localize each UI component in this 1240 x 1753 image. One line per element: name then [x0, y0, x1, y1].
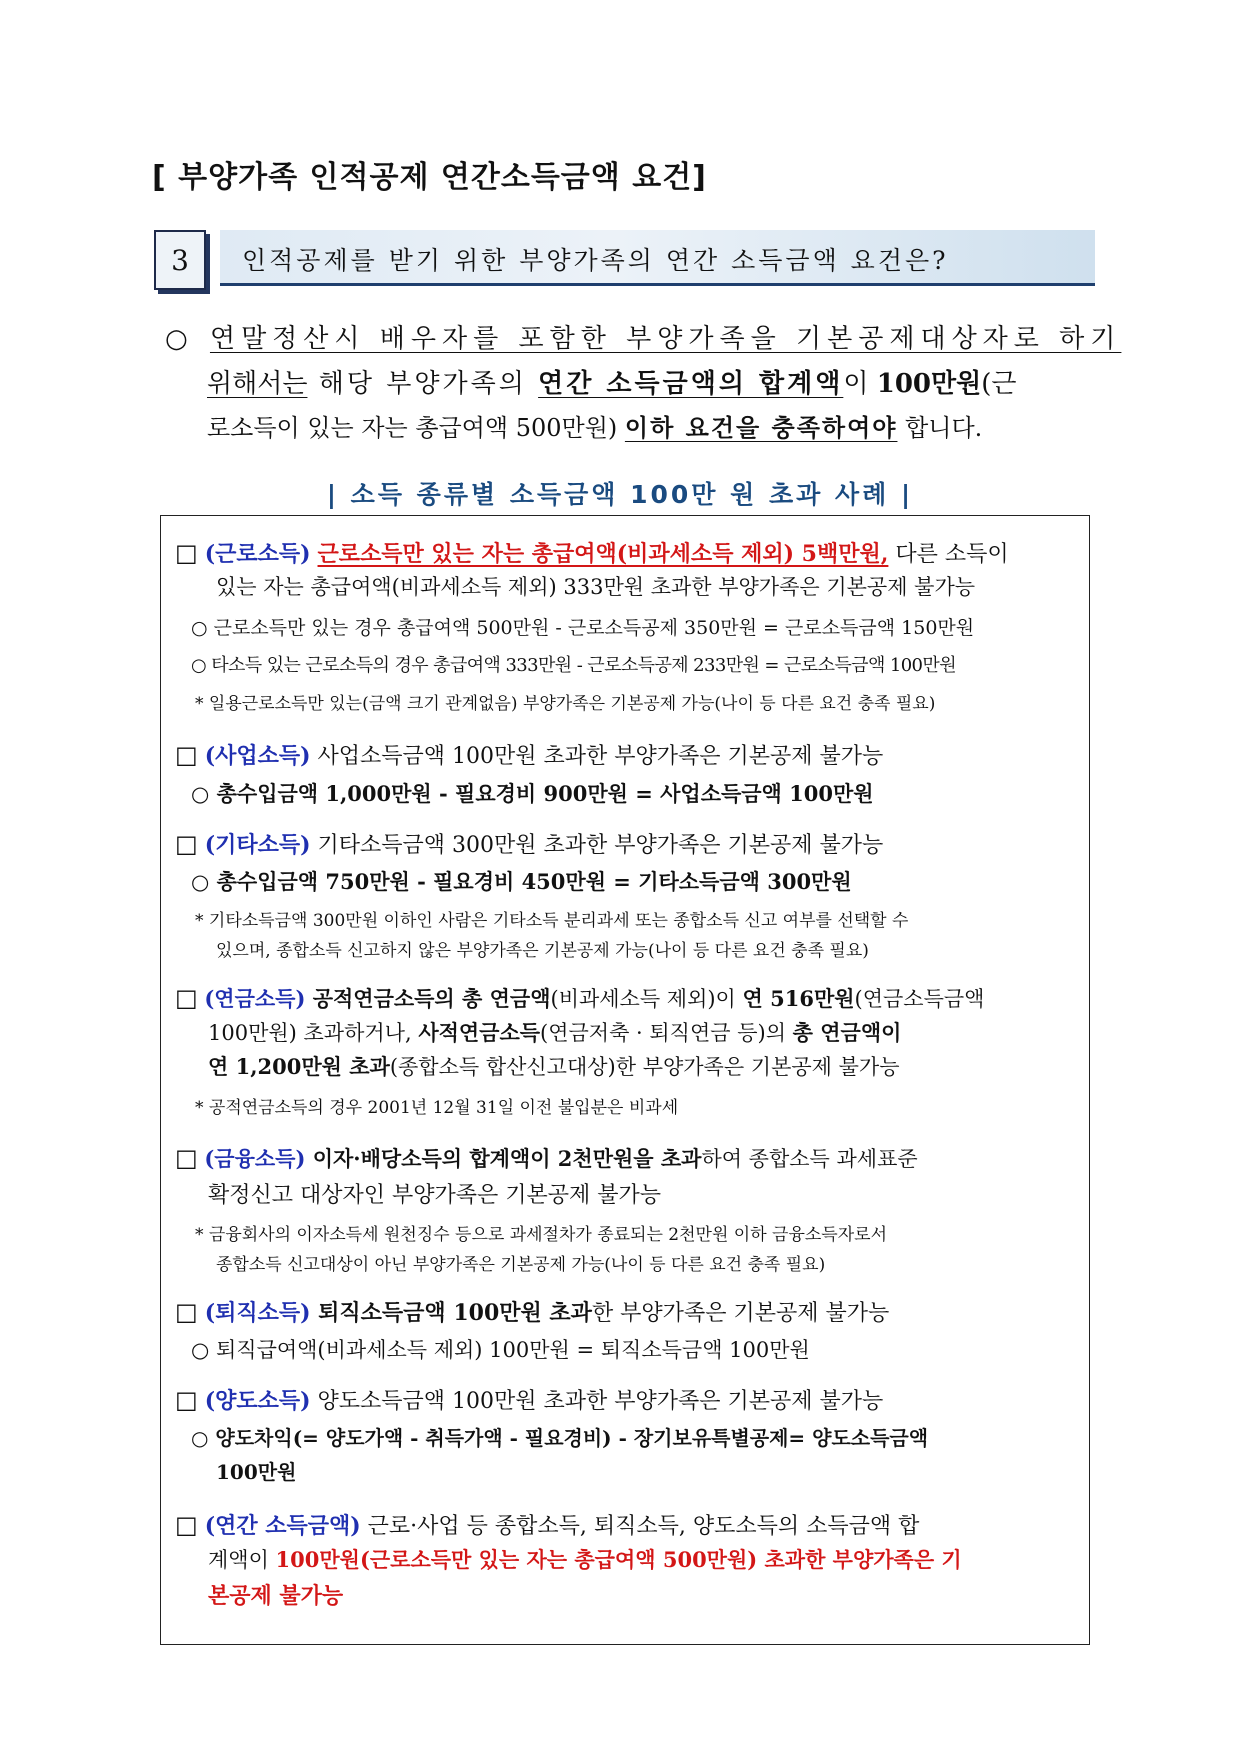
s1-line-2: 있는 자는 총급여액(비과세소득 제외) 333만원 초과한 부양가족은 기본공제 불가능 [216, 575, 976, 599]
s5-note-2: 종합소득 신고대상이 아닌 부양가족은 기본공제 가능(나이 등 다른 요건 충족 필요) [216, 1255, 826, 1275]
s6-bullet-1: ○ 퇴직급여액(비과세소득 제외) 100만원 = 퇴직소득금액 100만원 [191, 1338, 810, 1362]
checkbox-icon: □ [175, 741, 198, 769]
s3-note-2: 있으며, 종합소득 신고하지 않은 부양가족은 기본공제 가능(나이 등 다른 요건 충족 필요) [216, 941, 869, 961]
s4-text-2a: 100만원) 초과하거나, [208, 1021, 419, 1045]
s7-bullet-1: ○ 양도차익(= 양도가액 - 취득가액 - 필요경비) - 장기보유특별공제= 양도소득금액 [191, 1426, 929, 1450]
s5-note-1: * 금융회사의 이자소득세 원천징수 등으로 과세절차가 종료되는 2천만원 이하 금융소득자로서 [195, 1225, 887, 1245]
s1-line-1 [175, 537, 1009, 568]
s4-text-3b: (종합소득 합산신고대상)한 부양가족은 기본공제 불가능 [389, 1055, 900, 1079]
checkbox-icon: □ [175, 984, 198, 1012]
checkbox-icon: □ [175, 1386, 198, 1414]
checkbox-icon: □ [175, 1144, 198, 1172]
s1-red: 근로소득만 있는 자는 총급여액(비과세소득 제외) 5백만원, [317, 541, 889, 567]
s3-line-1 [175, 828, 883, 859]
s2-text: 사업소득금액 100만원 초과한 부양가족은 기본공제 불가능 [310, 744, 884, 769]
s1-note-1: * 일용근로소득만 있는(금액 크기 관계없음) 부양가족은 기본공제 가능(나이 등 다른 요건 충족 필요) [195, 694, 936, 714]
s6-line-1 [175, 1296, 889, 1327]
s4-text-3a: 연 1,200만원 초과 [208, 1054, 390, 1079]
s4-text-1d: (연금소득금액 [854, 987, 985, 1011]
page-title: [ 부양가족 인적공제 연간소득금액 요건] [152, 160, 707, 195]
intro-text-3b: 이하 요건을 충족하여야 [624, 413, 898, 442]
s4-text-1a: 공적연금소득의 총 연금액 [305, 986, 551, 1011]
s7-line-1 [175, 1384, 883, 1415]
intro-text-3c: 합니다. [897, 414, 983, 442]
s7-tag: (양도소득) [204, 1388, 311, 1414]
s5-line-2: 확정신고 대상자인 부양가족은 기본공제 불가능 [208, 1183, 662, 1208]
s2-tag: (사업소득) [204, 743, 311, 769]
s6-tag: (퇴직소득) [204, 1300, 311, 1326]
s3-text: 기타소득금액 300만원 초과한 부양가족은 기본공제 불가능 [310, 833, 884, 858]
s1-rest: 다른 소득이 [888, 542, 1009, 567]
s4-line-2 [208, 1017, 901, 1047]
s2-line-1 [175, 739, 883, 770]
intro-text-2f: (근 [981, 369, 1017, 399]
s4-tag: (연금소득) [204, 986, 306, 1011]
s5-tag: (금융소득) [204, 1146, 306, 1171]
s3-note-1: * 기타소득금액 300만원 이하인 사람은 기타소득 분리과세 또는 종합소득 신고 여부를 선택할 수 [195, 911, 909, 931]
section-subtitle: | 소득 종류별 소득금액 100만 원 초과 사례 | [326, 480, 914, 509]
s8-line-2 [208, 1544, 962, 1574]
checkbox-icon: □ [175, 1511, 198, 1539]
s1-bullet-1: ○ 근로소득만 있는 경우 총급여액 500만원 - 근로소득공제 350만원 = 근로소득금액 150만원 [191, 617, 975, 639]
intro-text-1: 연말정산시 배우자를 포함한 부양가족을 기본공제대상자로 하기 [209, 324, 1122, 354]
s7-text: 양도소득금액 100만원 초과한 부양가족은 기본공제 불가능 [310, 1389, 884, 1414]
intro-text-2c: 연간 소득금액의 합계액 [538, 369, 844, 399]
intro-text-2d: 이 [843, 369, 877, 399]
intro-text-2a: 위해서는 [207, 369, 308, 399]
s6-text-1b: 한 부양가족은 기본공제 불가능 [591, 1301, 890, 1326]
s8-text-1: 근로·사업 등 종합소득, 퇴직소득, 양도소득의 소득금액 합 [360, 1514, 920, 1539]
intro-bullet: ○ [165, 324, 188, 354]
intro-line-1 [165, 318, 1121, 355]
s8-tag: (연간 소득금액) [204, 1513, 361, 1539]
s4-text-1b: (비과세소득 제외)이 [550, 987, 743, 1011]
intro-line-3 [207, 408, 982, 443]
question-number-box [154, 230, 206, 290]
s1-bullet-2: ○ 타소득 있는 근로소득의 경우 총급여액 333만원 - 근로소득공제 233만원 = 근로소득금액 100만원 [191, 655, 956, 676]
checkbox-icon: □ [175, 830, 198, 858]
s3-tag: (기타소득) [204, 832, 311, 858]
s2-bullet-1: ○ 총수입금액 1,000만원 - 필요경비 900만원 = 사업소득금액 100만원 [191, 781, 874, 806]
checkbox-icon: □ [175, 539, 198, 567]
s4-text-2c: (연금저축 · 퇴직연금 등)의 [540, 1021, 793, 1045]
s6-text-1a: 퇴직소득금액 100만원 초과 [310, 1300, 592, 1326]
intro-line-2 [207, 363, 1017, 400]
s8-line-3: 본공제 불가능 [208, 1583, 344, 1609]
s3-bullet-1: ○ 총수입금액 750만원 - 필요경비 450만원 = 기타소득금액 300만원 [191, 869, 852, 894]
cases-box [160, 515, 1090, 1645]
s8-text-2b: 100만원(근로소득만 있는 자는 총급여액 500만원) 초과한 부양가족은 기 [275, 1547, 962, 1572]
s4-text-1c: 연 516만원 [742, 986, 855, 1011]
s8-line-1 [175, 1509, 919, 1540]
question-number: 3 [171, 243, 189, 277]
s4-note-1: * 공적연금소득의 경우 2001년 12월 31일 이전 불입분은 비과세 [195, 1098, 679, 1118]
intro-text-2e: 100만원 [876, 369, 982, 399]
s4-text-2d: 총 연금액이 [792, 1020, 902, 1045]
s7-bullet-2: 100만원 [216, 1460, 297, 1484]
s5-text-1a: 이자·배당소득의 합계액이 2천만원을 초과 [305, 1146, 702, 1171]
s4-line-3 [208, 1051, 899, 1081]
checkbox-icon: □ [175, 1298, 198, 1326]
s8-text-2a: 계액이 [208, 1548, 276, 1572]
s4-line-1 [175, 983, 984, 1013]
s4-text-2b: 사적연금소득 [418, 1020, 541, 1045]
intro-text-3a: 로소득이 있는 자는 총급여액 500만원) [207, 414, 625, 442]
s5-line-1 [175, 1143, 918, 1173]
intro-text-2b: 해당 부양가족의 [307, 369, 539, 399]
question-text: 인적공제를 받기 위한 부양가족의 연간 소득금액 요건은? [242, 246, 949, 275]
s1-tag: (근로소득) [204, 541, 311, 567]
s5-text-1b: 하여 종합소득 과세표준 [701, 1147, 918, 1171]
